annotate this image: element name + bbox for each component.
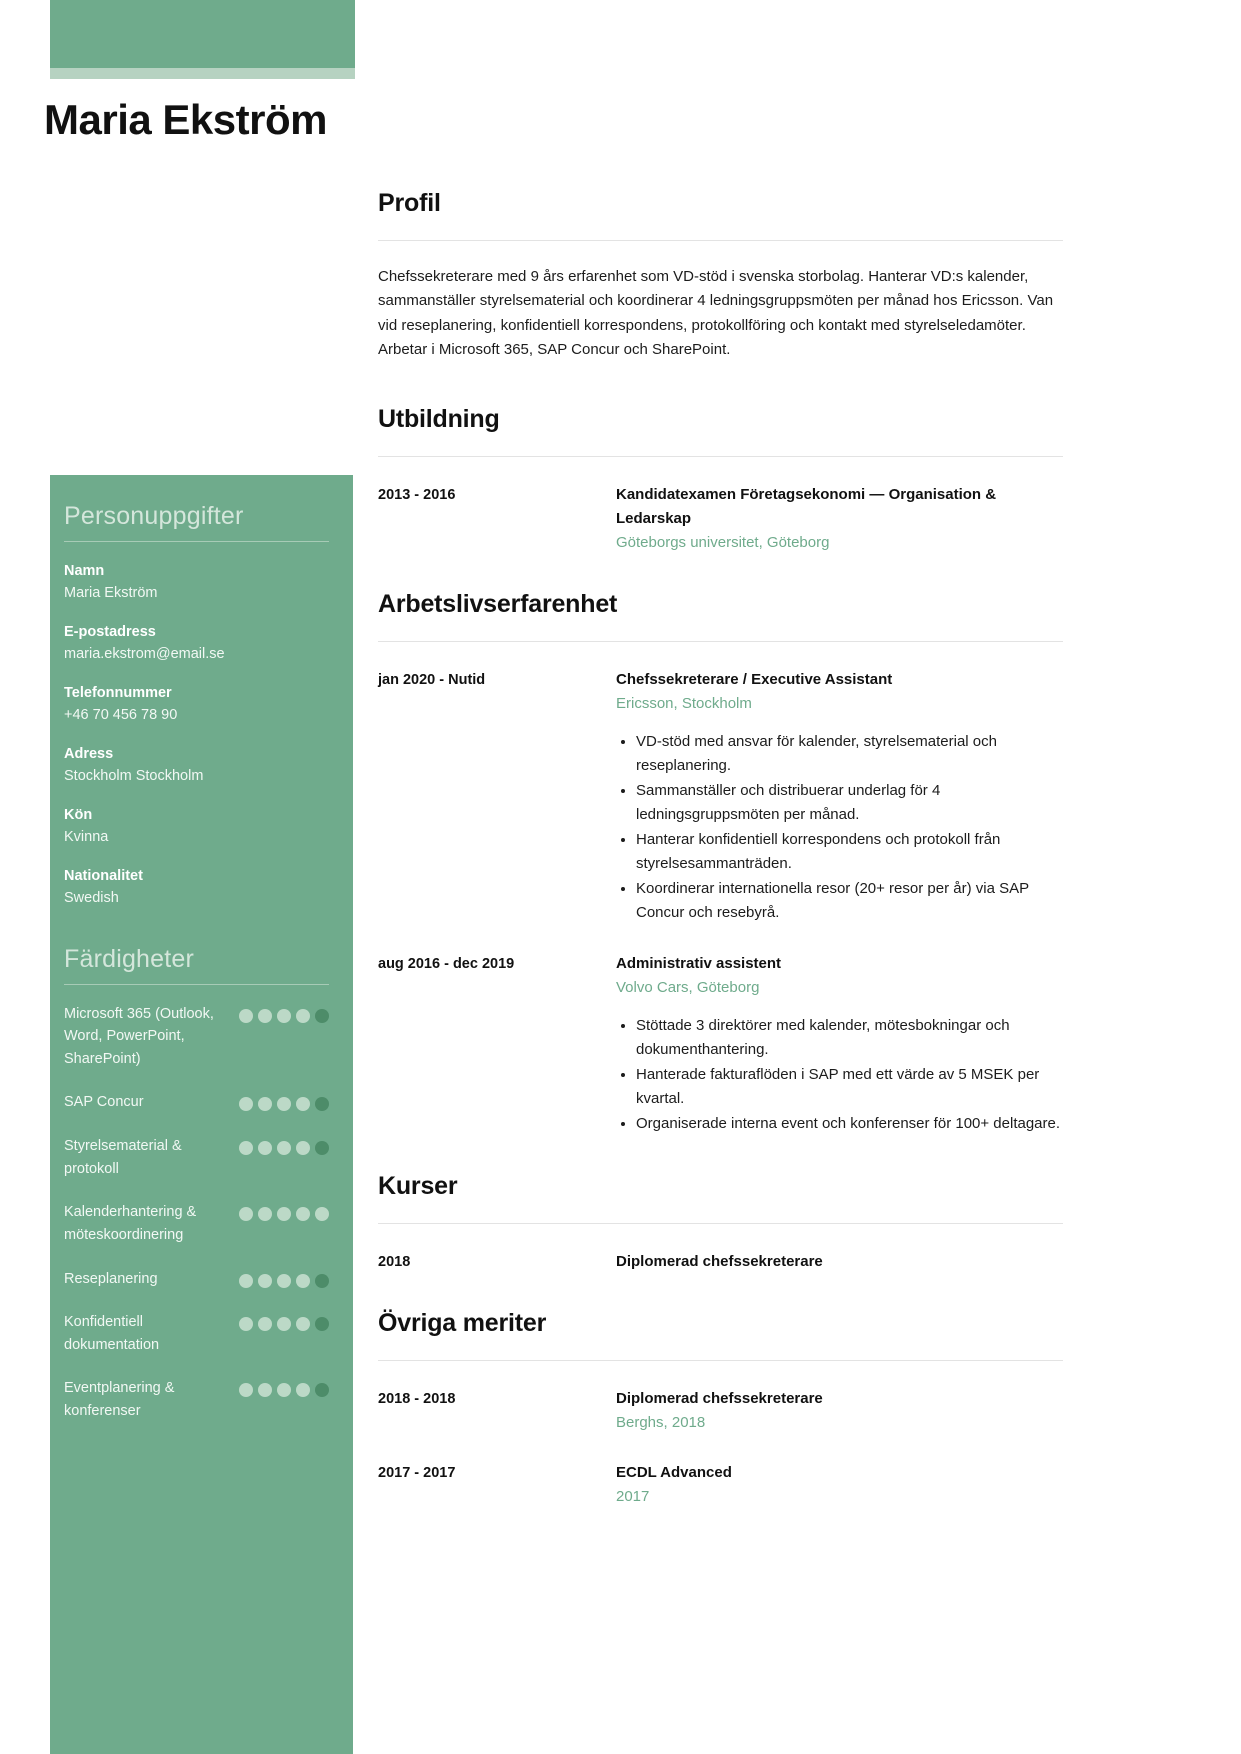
rating-dot-filled: [239, 1274, 253, 1288]
education-entry: [378, 483, 1063, 555]
header-accent-block: [50, 0, 355, 68]
entry-bullet-list: [616, 730, 1063, 925]
skill-label: Microsoft 365 (Outlook, Word, PowerPoint, SharePoint): [64, 1005, 214, 1067]
rating-dot-filled: [296, 1141, 310, 1155]
skills-list: [64, 1003, 329, 1423]
list-item: [64, 682, 329, 727]
personal-label-telefonnummer: Telefonnummer: [64, 684, 172, 701]
skill-rating-dots: [239, 1201, 329, 1221]
skill-label: SAP Concur: [64, 1094, 144, 1111]
rating-dot-filled: [315, 1207, 329, 1221]
sidebar-divider-personal: [64, 541, 329, 542]
entry-title: ECDL Advanced: [616, 1464, 732, 1482]
skill-label: Kalenderhantering & möteskoordinering: [64, 1204, 197, 1243]
personal-details-list: [64, 560, 329, 910]
section-title-kurser: Kurser: [378, 1172, 458, 1201]
entry-date: 2013 - 2016: [378, 487, 456, 504]
rating-dot-empty: [315, 1141, 329, 1155]
skill-row: [64, 1091, 329, 1114]
section-divider-kurser: [378, 1223, 1063, 1224]
section-utbildning: [378, 404, 1063, 555]
list-item: [64, 865, 329, 910]
skill-row: [64, 1003, 329, 1071]
entry-body: [616, 483, 1063, 555]
rating-dot-filled: [258, 1383, 272, 1397]
experience-entry: [378, 952, 1063, 1137]
list-item: • Koordinerar internationella resor (20+ resor per år) via SAP Concur och resebyrå.: [636, 877, 1063, 925]
personal-value-adress: Stockholm Stockholm: [64, 768, 204, 785]
entry-body: [616, 1387, 1063, 1435]
rating-dot-filled: [258, 1009, 272, 1023]
section-profil: [378, 188, 1063, 362]
merit-entry: [378, 1461, 1063, 1509]
entry-body: [616, 1250, 1063, 1274]
main-content: [378, 188, 1063, 1509]
skill-label: Styrelsematerial & protokoll: [64, 1138, 182, 1177]
personal-value-kon: Kvinna: [64, 829, 109, 846]
skill-row: [64, 1311, 329, 1356]
rating-dot-filled: [258, 1317, 272, 1331]
rating-dot-filled: [277, 1274, 291, 1288]
rating-dot-empty: [315, 1097, 329, 1111]
rating-dot-empty: [315, 1274, 329, 1288]
entry-title: Chefssekreterare / Executive Assistant: [616, 671, 893, 689]
entry-date: jan 2020 - Nutid: [378, 672, 486, 689]
skill-row: [64, 1268, 329, 1291]
rating-dot-filled: [277, 1097, 291, 1111]
rating-dot-filled: [296, 1317, 310, 1331]
skill-rating-dots: [239, 1311, 329, 1331]
list-item: [64, 621, 329, 666]
entry-subtitle: Volvo Cars, Göteborg: [616, 979, 760, 997]
list-item: • Hanterar konfidentiell korrespondens och protokoll från styrelsesammanträden.: [636, 828, 1063, 876]
sidebar-divider-skills: [64, 984, 329, 985]
skill-rating-dots: [239, 1091, 329, 1111]
section-title-arbetslivserfarenhet: Arbetslivserfarenhet: [378, 590, 618, 619]
rating-dot-filled: [277, 1207, 291, 1221]
personal-label-adress: Adress: [64, 745, 114, 762]
rating-dot-filled: [296, 1097, 310, 1111]
entry-body: [616, 952, 1063, 1137]
section-divider-profil: [378, 240, 1063, 241]
section-divider-ovriga-meriter: [378, 1360, 1063, 1361]
section-ovriga-meriter: [378, 1308, 1063, 1509]
rating-dot-filled: [239, 1383, 253, 1397]
skill-rating-dots: [239, 1003, 329, 1023]
rating-dot-empty: [315, 1009, 329, 1023]
section-kurser: [378, 1171, 1063, 1274]
list-item: [64, 743, 329, 788]
rating-dot-filled: [239, 1207, 253, 1221]
list-item: [64, 560, 329, 605]
section-title-profil: Profil: [378, 189, 441, 217]
entry-title: Diplomerad chefssekreterare: [616, 1253, 823, 1271]
rating-dot-filled: [239, 1317, 253, 1331]
course-entry: [378, 1250, 1063, 1274]
entry-subtitle: 2017: [616, 1488, 650, 1506]
entry-date: 2018: [378, 1254, 411, 1271]
rating-dot-filled: [296, 1383, 310, 1397]
header-accent-strip: [50, 68, 355, 79]
entry-bullet-list: [616, 1014, 1063, 1136]
personal-value-namn: Maria Ekström: [64, 585, 158, 602]
experience-entry: [378, 668, 1063, 926]
profile-summary-text: Chefssekreterare med 9 års erfarenhet som VD-stöd i svenska storbolag. Hanterar VD:s kalender, sammanställer styrelsematerial och koordinerar 4 ledningsgruppsmöten per månad hos Ericsson. Van vid reseplanering, konfidentiell korrespondens, protokollföring och kontakt med styrelseledamöter. Arbetar i Microsoft 365, SAP Concur och SharePoint.: [378, 268, 1054, 358]
list-item: • Stöttade 3 direktörer med kalender, mötesbokningar och dokumenthantering.: [636, 1014, 1063, 1062]
skill-rating-dots: [239, 1135, 329, 1155]
rating-dot-filled: [258, 1141, 272, 1155]
personal-label-namn: Namn: [64, 563, 105, 579]
entry-body: [616, 668, 1063, 926]
personal-label-epostadress: E-postadress: [64, 623, 156, 640]
rating-dot-filled: [277, 1383, 291, 1397]
sidebar-heading-skills: Färdigheter: [64, 944, 195, 973]
entry-date: aug 2016 - dec 2019: [378, 956, 515, 973]
list-item: • VD-stöd med ansvar för kalender, styrelsematerial och reseplanering.: [636, 730, 1063, 778]
section-arbetslivserfarenhet: [378, 589, 1063, 1137]
entry-date: 2017 - 2017: [378, 1465, 456, 1482]
personal-label-nationalitet: Nationalitet: [64, 867, 143, 884]
rating-dot-filled: [258, 1274, 272, 1288]
section-divider-utbildning: [378, 456, 1063, 457]
entry-date: 2018 - 2018: [378, 1391, 456, 1408]
personal-value-telefonnummer: +46 70 456 78 90: [64, 707, 178, 724]
rating-dot-filled: [258, 1207, 272, 1221]
merit-entry: [378, 1387, 1063, 1435]
skill-row: [64, 1201, 329, 1246]
personal-label-kon: Kön: [64, 806, 93, 823]
rating-dot-empty: [315, 1317, 329, 1331]
sidebar-heading-personal: Personuppgifter: [64, 502, 244, 530]
list-item: • Organiserade interna event och konferenser för 100+ deltagare.: [636, 1112, 1063, 1136]
entry-subtitle: Ericsson, Stockholm: [616, 695, 752, 713]
skill-rating-dots: [239, 1268, 329, 1288]
rating-dot-filled: [277, 1009, 291, 1023]
skill-label: Eventplanering & konferenser: [64, 1380, 175, 1419]
list-item: • Hanterade fakturaflöden i SAP med ett värde av 5 MSEK per kvartal.: [636, 1063, 1063, 1111]
rating-dot-filled: [239, 1141, 253, 1155]
list-item: • Sammanställer och distribuerar underlag för 4 ledningsgruppsmöten per månad.: [636, 779, 1063, 827]
entry-title: Diplomerad chefssekreterare: [616, 1390, 823, 1408]
entry-title: Administrativ assistent: [616, 955, 782, 973]
skill-rating-dots: [239, 1377, 329, 1397]
rating-dot-filled: [258, 1097, 272, 1111]
entry-title: Kandidatexamen Företagsekonomi — Organisation & Ledarskap: [616, 486, 997, 528]
skill-label: Reseplanering: [64, 1270, 158, 1287]
rating-dot-filled: [239, 1097, 253, 1111]
personal-value-epostadress: maria.ekstrom@email.se: [64, 646, 225, 663]
entry-subtitle: Berghs, 2018: [616, 1414, 706, 1432]
entry-subtitle: Göteborgs universitet, Göteborg: [616, 534, 830, 552]
sidebar: [50, 475, 353, 1754]
entry-body: [616, 1461, 1063, 1509]
section-title-utbildning: Utbildning: [378, 405, 500, 434]
section-title-ovriga-meriter: Övriga meriter: [378, 1309, 547, 1338]
rating-dot-empty: [315, 1383, 329, 1397]
rating-dot-filled: [296, 1274, 310, 1288]
page-title: Maria Ekström: [44, 96, 327, 143]
skill-row: [64, 1135, 329, 1180]
section-divider-arbetslivserfarenhet: [378, 641, 1063, 642]
rating-dot-filled: [296, 1207, 310, 1221]
rating-dot-filled: [239, 1009, 253, 1023]
personal-value-nationalitet: Swedish: [64, 890, 119, 907]
skill-label: Konfidentiell dokumentation: [64, 1314, 160, 1353]
rating-dot-filled: [277, 1141, 291, 1155]
skill-row: [64, 1377, 329, 1422]
rating-dot-filled: [296, 1009, 310, 1023]
list-item: [64, 804, 329, 849]
rating-dot-filled: [277, 1317, 291, 1331]
